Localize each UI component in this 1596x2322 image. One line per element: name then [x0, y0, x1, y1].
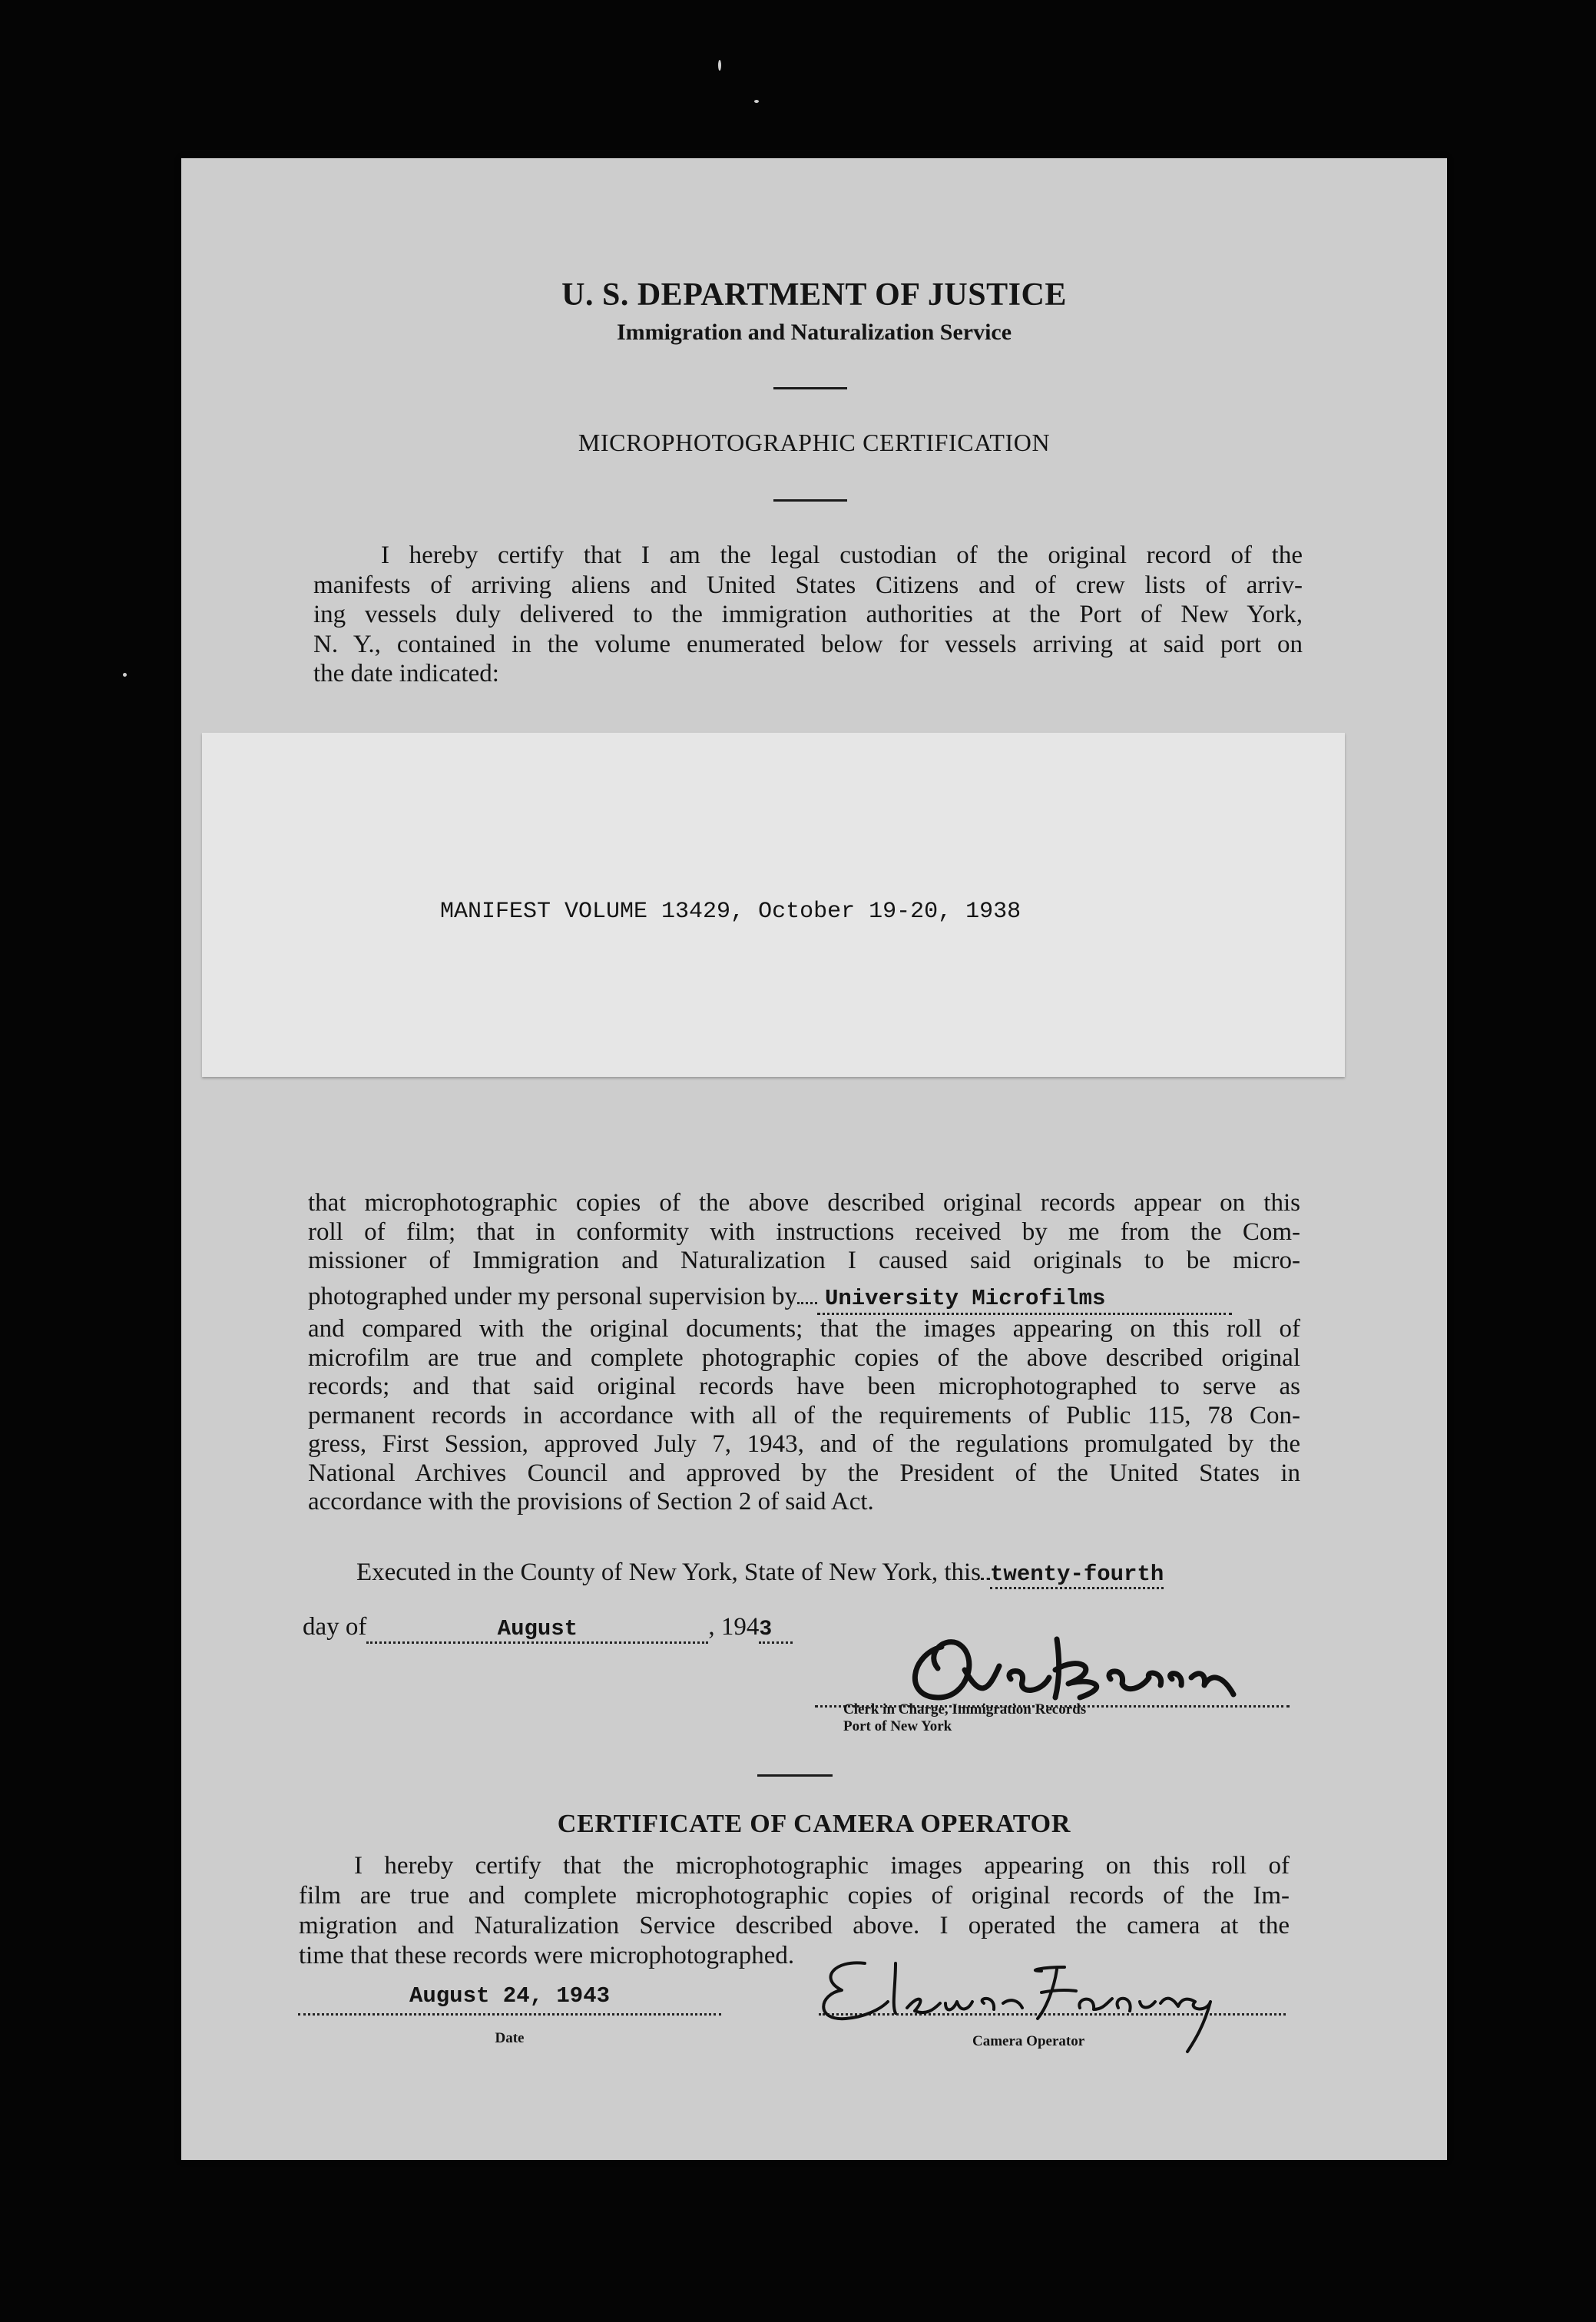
clerk-signature — [896, 1624, 1249, 1708]
day-of-label: day of — [303, 1613, 367, 1641]
intro-line: I hereby certify that I am the legal custodian of the original record of the — [381, 542, 1303, 569]
film-speck — [754, 100, 759, 103]
dotted-leader — [797, 1302, 817, 1304]
body-line: that microphotographic copies of the above described original records appear on this — [308, 1189, 1300, 1217]
divider — [773, 387, 847, 389]
body-line: microfilm are true and complete photographic copies of the above described original — [308, 1343, 1300, 1372]
body-line: permanent records in accordance with all of the requirements of Public 115, 78 Con- — [308, 1401, 1300, 1429]
divider — [773, 499, 847, 502]
supervision-prefix: photographed under my personal supervision by — [308, 1282, 797, 1310]
camera-line: time that these records were microphotographed. — [299, 1942, 795, 1969]
camera-operator-label: Camera Operator — [972, 2033, 1085, 2049]
body-line: records; and that said original records have been microphotographed to serve as — [308, 1373, 1300, 1400]
body-line: roll of film; that in conformity with instructions received by me from the Com- — [308, 1217, 1300, 1246]
filmed-by-value: University Microfilms — [817, 1284, 1232, 1316]
film-speck — [718, 60, 721, 71]
executed-prefix: Executed in the County of New York, State of New York, this — [356, 1558, 982, 1586]
body-line: missioner of Immigration and Naturalization I caused said originals to be micro- — [308, 1247, 1300, 1274]
manifest-insert — [202, 733, 1345, 1077]
month-line — [303, 1613, 793, 1644]
body-line: National Archives Council and approved by the President of the United States in — [308, 1459, 1300, 1487]
year-prefix: , 194 — [708, 1613, 760, 1641]
camera-certificate-title: CERTIFICATE OF CAMERA OPERATOR — [557, 1810, 1071, 1838]
film-speck — [123, 673, 127, 677]
camera-date-label: Date — [495, 2030, 525, 2046]
clerk-port: Port of New York — [843, 1718, 952, 1734]
camera-line: migration and Naturalization Service described above. I operated the camera at the — [299, 1912, 1290, 1939]
body-line: and compared with the original documents; that the images appearing on this roll of — [308, 1315, 1300, 1343]
camera-date-value: August 24, 1943 — [298, 1983, 721, 2016]
month-value: August — [366, 1616, 708, 1644]
intro-line: N. Y., contained in the volume enumerated below for vessels arriving at said port on — [313, 630, 1303, 658]
divider — [757, 1774, 833, 1777]
department-heading: U. S. DEPARTMENT OF JUSTICE — [561, 277, 1067, 313]
certification-title: MICROPHOTOGRAPHIC CERTIFICATION — [578, 429, 1051, 456]
dotted-leader — [981, 1578, 990, 1580]
body-paragraph — [308, 1189, 1300, 1517]
day-value: twenty-fourth — [990, 1562, 1164, 1589]
intro-line: ing vessels duly delivered to the immigration authorities at the Port of New York, — [313, 601, 1303, 628]
body-line: accordance with the provisions of Section 2 of said Act. — [308, 1488, 874, 1515]
intro-line: manifests of arriving aliens and United States Citizens and of crew lists of arriv- — [313, 571, 1303, 599]
intro-line: the date indicated: — [313, 660, 499, 687]
supervision-line — [308, 1283, 1300, 1316]
camera-line: film are true and complete microphotographic copies of original records of the Im- — [299, 1882, 1290, 1910]
clerk-title: Clerk in Charge, Immigration Records — [843, 1701, 1087, 1717]
certification-sheet — [181, 158, 1447, 2160]
camera-line: I hereby certify that the microphotographic images appearing on this roll of — [354, 1852, 1290, 1880]
executed-line — [356, 1558, 1164, 1587]
manifest-volume-text: MANIFEST VOLUME 13429, October 19-20, 1938 — [440, 899, 1022, 925]
intro-paragraph — [313, 541, 1303, 689]
year-digit: 3 — [759, 1618, 793, 1644]
body-line: gress, First Session, approved July 7, 1943, and of the regulations promulgated by the — [308, 1430, 1300, 1458]
service-subheading: Immigration and Naturalization Service — [616, 320, 1012, 345]
